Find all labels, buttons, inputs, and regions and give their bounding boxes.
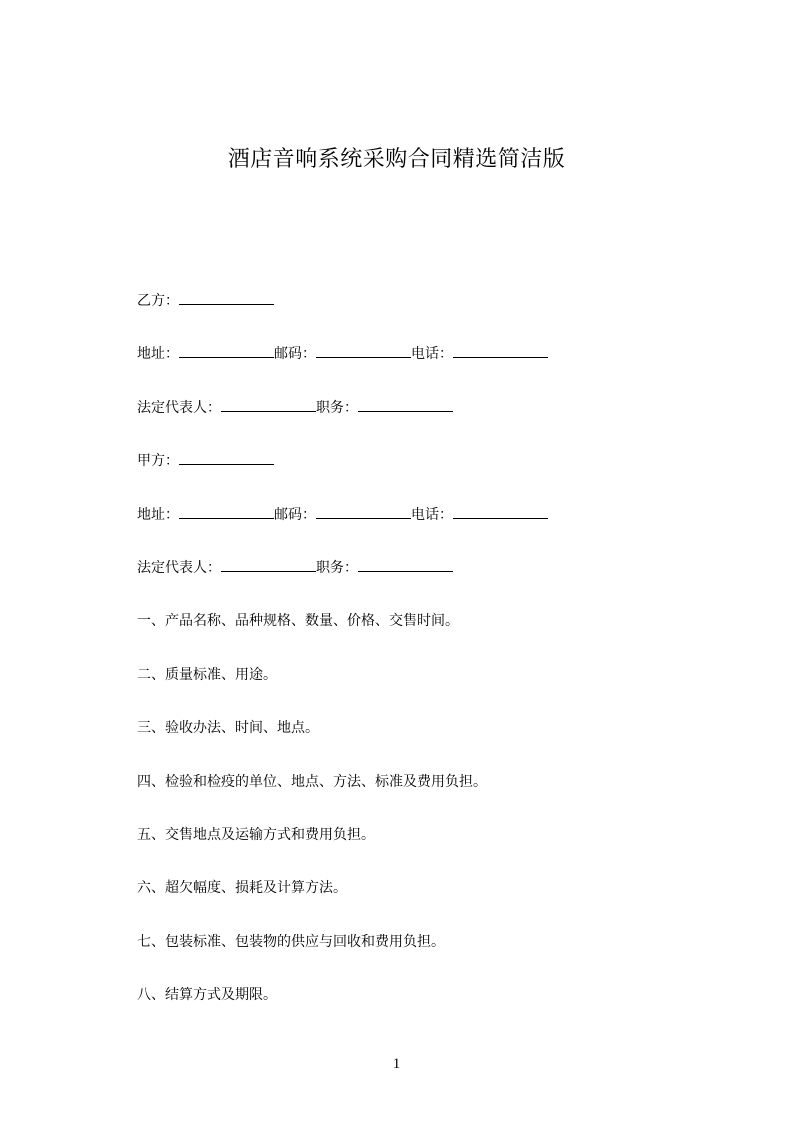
page-title: 酒店音响系统采购合同精选简洁版 <box>227 147 566 172</box>
clause-7: 七、包装标准、包装物的供应与回收和费用负担。 <box>137 934 445 950</box>
party-b-rep-line <box>137 398 453 418</box>
page-number: 1 <box>392 1056 401 1072</box>
party-b-line <box>137 291 274 311</box>
clause-5: 五、交售地点及运输方式和费用负担。 <box>137 827 375 843</box>
party-a-label: 甲方： <box>137 453 179 469</box>
legal-rep-label: 法定代表人： <box>137 560 221 576</box>
clause-4: 四、检验和检疫的单位、地点、方法、标准及费用负担。 <box>137 774 487 790</box>
legal-rep-blank[interactable] <box>221 559 316 572</box>
address-label: 地址： <box>137 507 179 523</box>
address-blank[interactable] <box>179 345 274 358</box>
clause-6: 六、超欠幅度、损耗及计算方法。 <box>137 880 347 896</box>
position-label: 职务： <box>316 560 358 576</box>
phone-blank[interactable] <box>453 506 548 519</box>
address-label: 地址： <box>137 346 179 362</box>
position-blank[interactable] <box>358 399 453 412</box>
position-blank[interactable] <box>358 559 453 572</box>
address-blank[interactable] <box>179 506 274 519</box>
party-a-contact-line <box>137 505 548 525</box>
party-a-blank[interactable] <box>179 452 274 465</box>
phone-blank[interactable] <box>453 345 548 358</box>
party-a-line <box>137 451 274 471</box>
postcode-label: 邮码： <box>274 507 316 523</box>
postcode-blank[interactable] <box>316 506 411 519</box>
clause-1: 一、产品名称、品种规格、数量、价格、交售时间。 <box>137 613 459 629</box>
clause-3: 三、验收办法、时间、地点。 <box>137 720 319 736</box>
clause-8: 八、结算方式及期限。 <box>137 987 277 1003</box>
clause-2: 二、质量标准、用途。 <box>137 667 277 683</box>
position-label: 职务： <box>316 400 358 416</box>
party-b-label: 乙方： <box>137 293 179 309</box>
postcode-label: 邮码： <box>274 346 316 362</box>
party-a-rep-line <box>137 558 453 578</box>
legal-rep-label: 法定代表人： <box>137 400 221 416</box>
legal-rep-blank[interactable] <box>221 399 316 412</box>
postcode-blank[interactable] <box>316 345 411 358</box>
phone-label: 电话： <box>411 507 453 523</box>
phone-label: 电话： <box>411 346 453 362</box>
party-b-contact-line <box>137 344 548 364</box>
party-b-blank[interactable] <box>179 292 274 305</box>
